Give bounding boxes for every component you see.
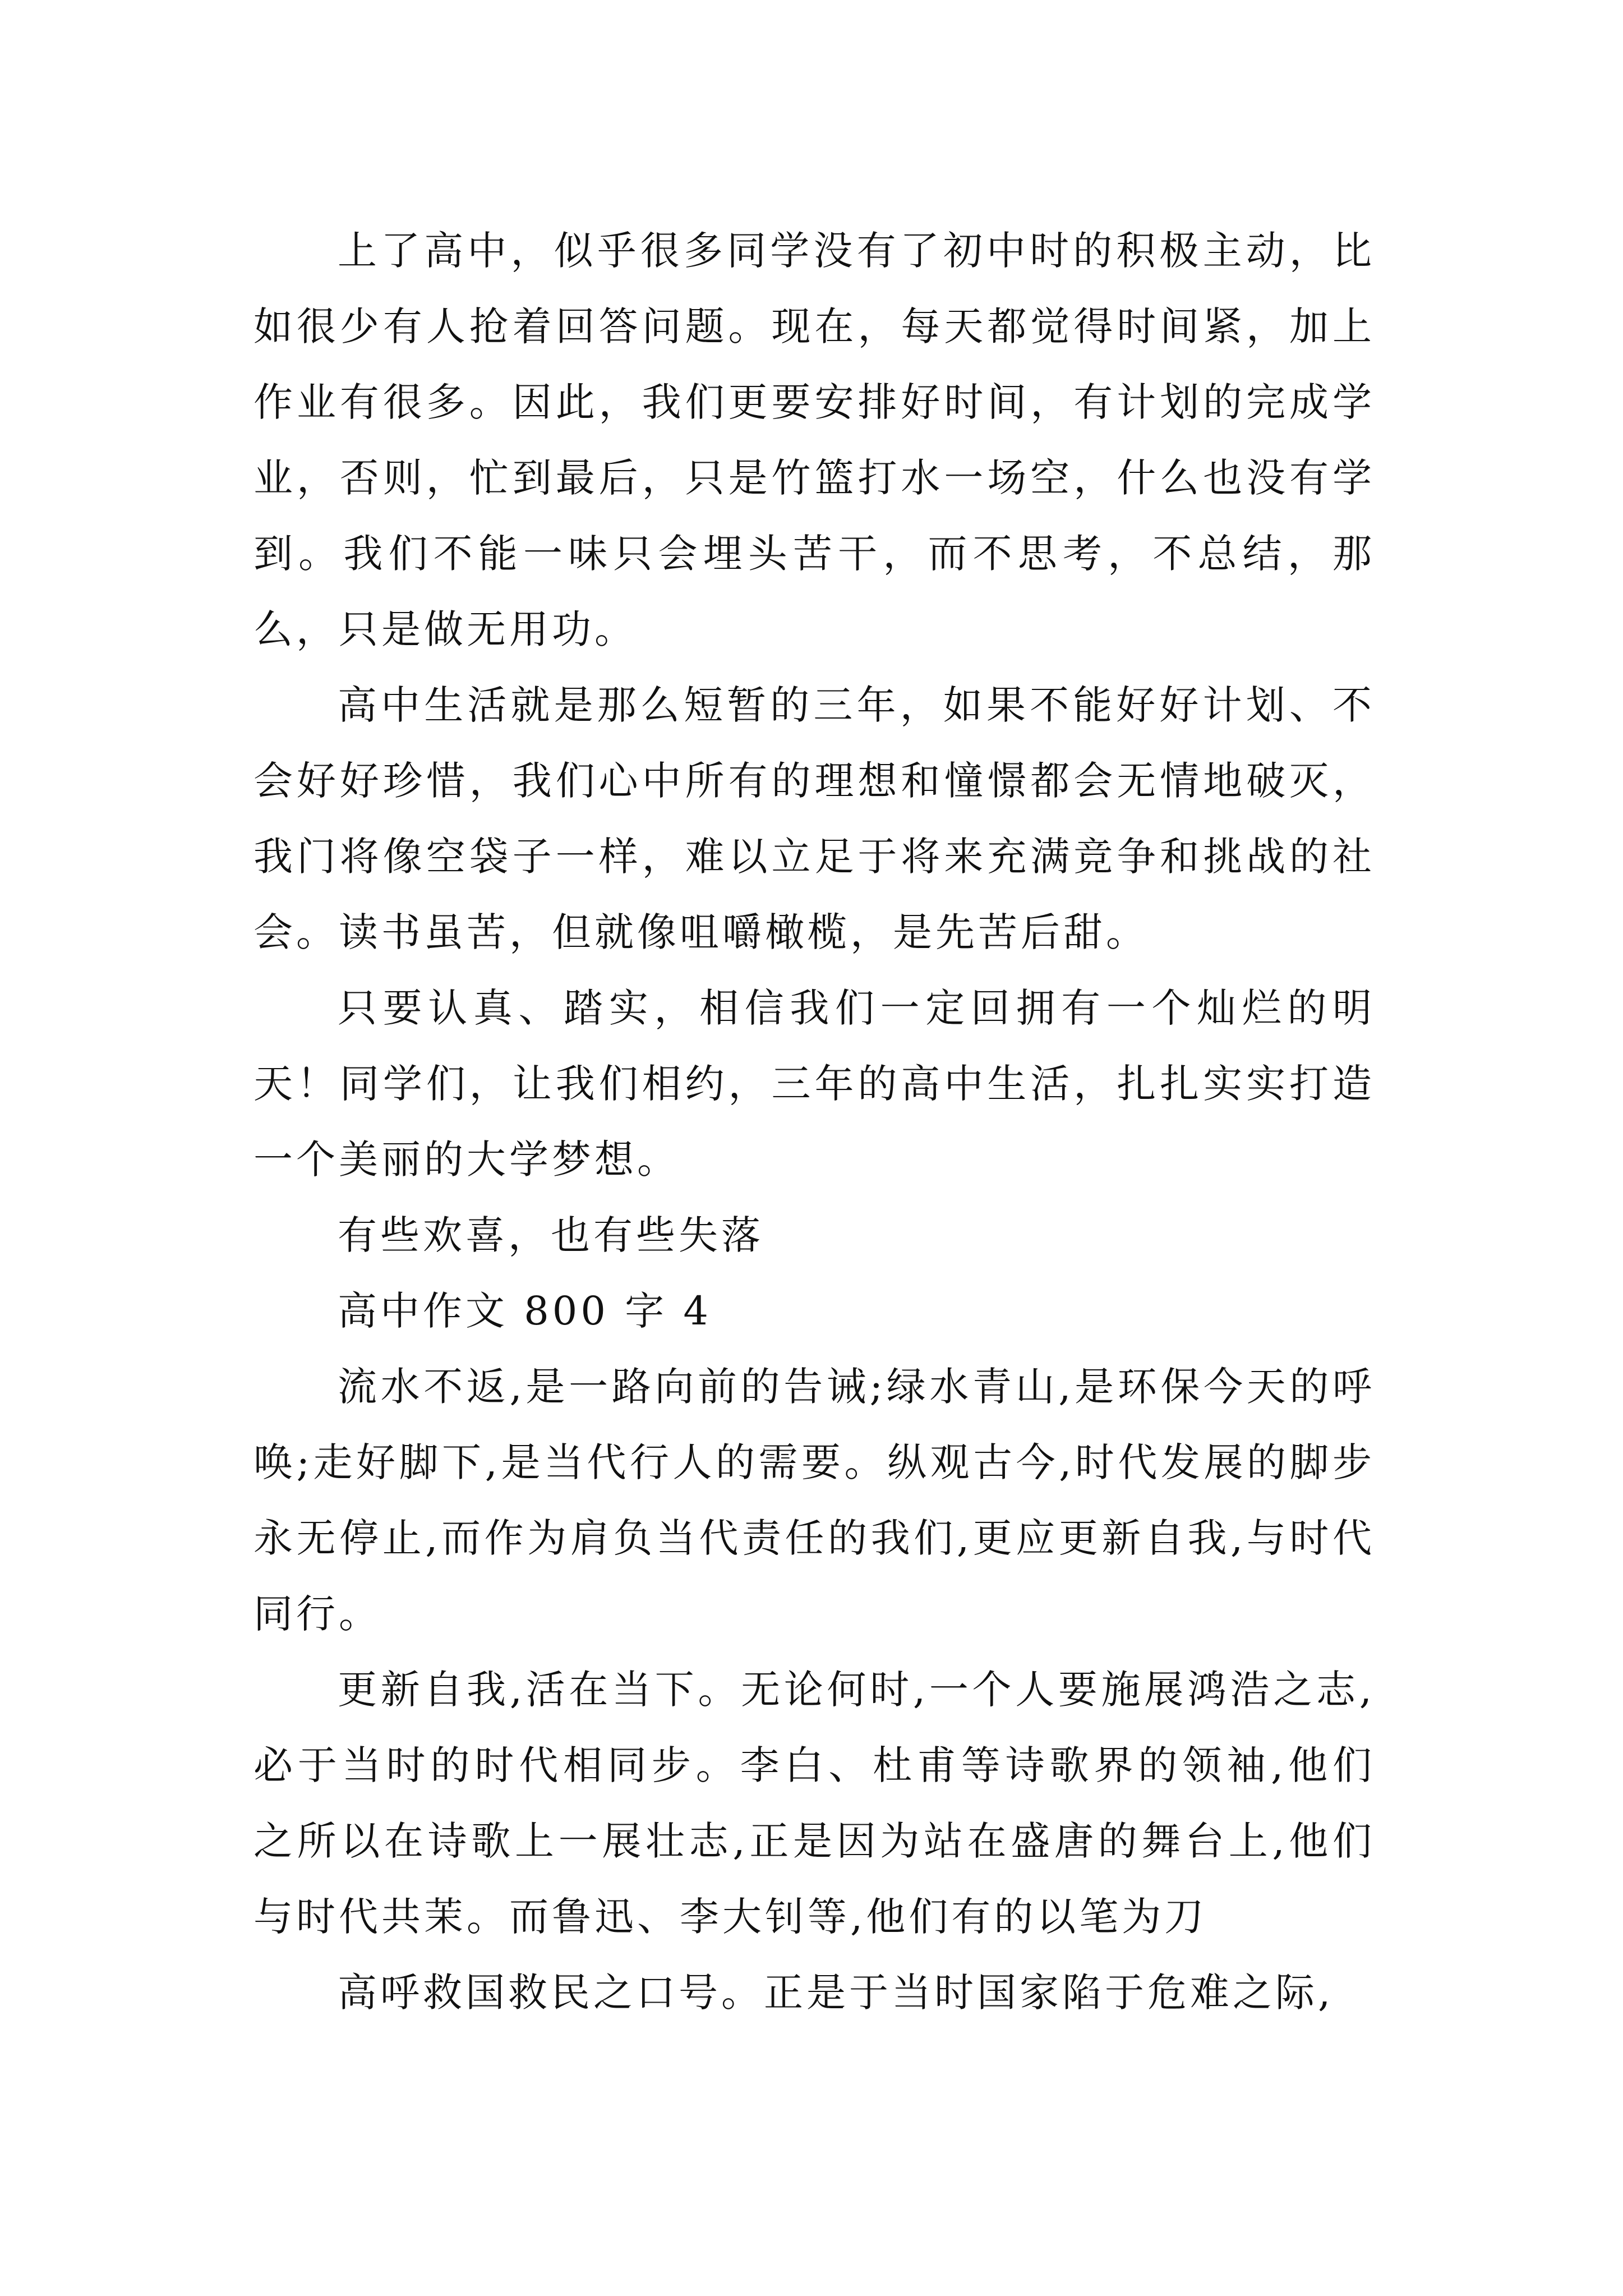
paragraph: 高呼救国救民之口号。正是于当时国家陷于危难之际, — [338, 1970, 1334, 2016]
paragraph: 上了高中，似乎很多同学没有了初中时的积极主动，比如很少有人抢着回答问题。现在，每天都觉得时间紧，加上作业有很多。因此，我们更要安排好时间，有计划的完成学业，否则，忙到最后，只是竹篮打水一场空，什么也没有学到。我们不能一味只会埋头苦干，而不思考，不总结，那么，只是做无用功。 — [253, 228, 1375, 652]
paragraph: 只要认真、踏实，相信我们一定回拥有一个灿烂的明天！同学们，让我们相约，三年的高中生活，扎扎实实打造一个美丽的大学梦想。 — [253, 985, 1375, 1182]
paragraph: 高中生活就是那么短暂的三年，如果不能好好计划、不会好好珍惜，我们心中所有的理想和憧憬都会无情地破灭，我门将像空袋子一样，难以立足于将来充满竞争和挑战的社会。读书虽苦，但就像咀嚼橄榄，是先苦后甜。 — [253, 682, 1375, 955]
closing-line: 有些欢喜，也有些失落 — [338, 1212, 764, 1258]
essay-heading: 高中作文 800 字 4 — [338, 1288, 712, 1334]
document-body — [253, 213, 1375, 2031]
paragraph: 更新自我,活在当下。无论何时,一个人要施展鸿浩之志,必于当时的时代相同步。李白、杜甫等诗歌界的领袖,他们之所以在诗歌上一展壮志,正是因为站在盛唐的舞台上,他们与时代共茉。而鲁迅、李大钊等,他们有的以笔为刀 — [253, 1667, 1375, 1940]
paragraph: 流水不返,是一路向前的告诫;绿水青山,是环保今天的呼唤;走好脚下,是当代行人的需要。纵观古今,时代发展的脚步永无停止,而作为肩负当代责任的我们,更应更新自我,与时代同行。 — [253, 1364, 1375, 1637]
